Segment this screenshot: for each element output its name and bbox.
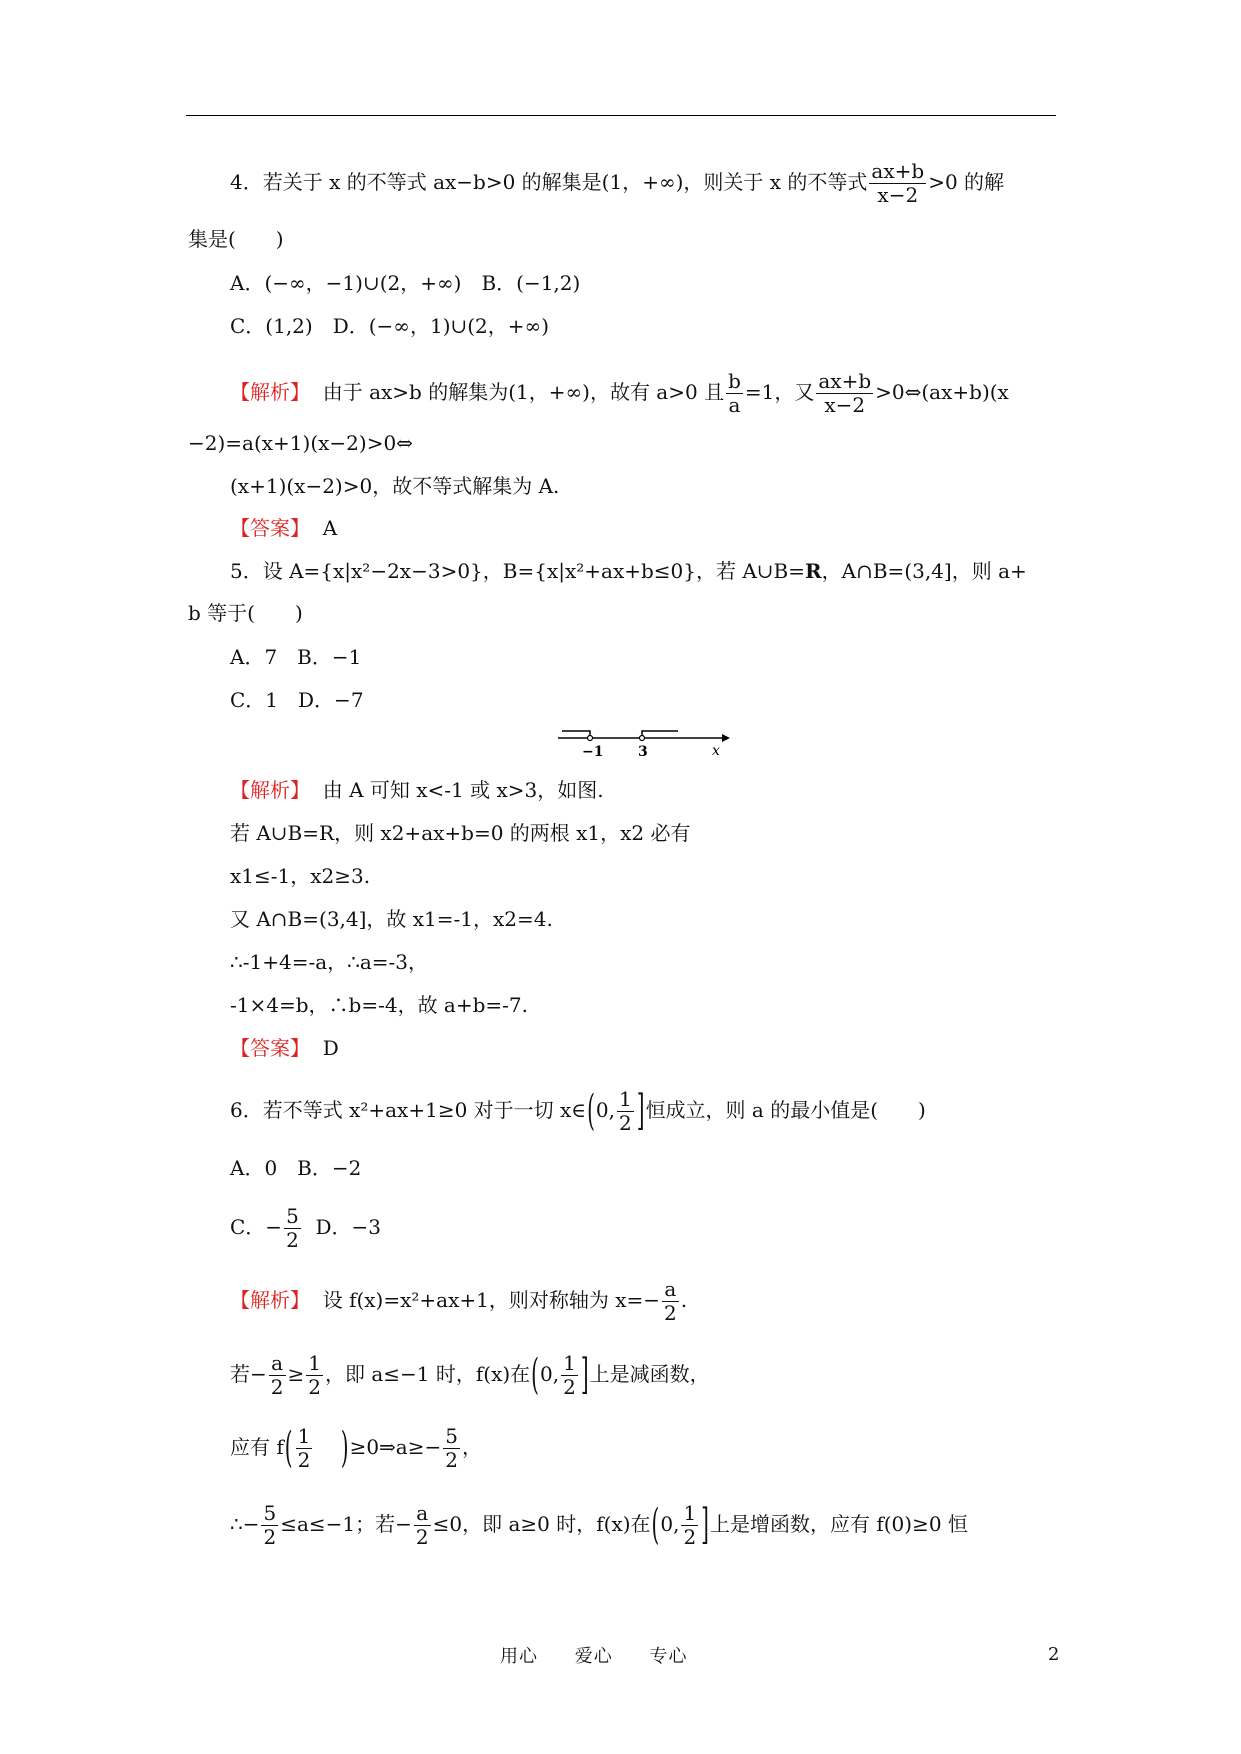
q5-analysis-3: x1≤-1，x2≥3.	[230, 864, 371, 888]
q6-options-cd: C．− $\frac{5}{2}$ D．−3	[230, 1204, 382, 1252]
q5-answer: 【答案】 D	[230, 1036, 339, 1060]
q6-analysis-3: 应有 f( $\frac{1}{2}$ )≥0⇒a≥− $\frac{5}{2}$ ，	[230, 1421, 482, 1473]
open-point-3	[640, 736, 645, 741]
q4-stem-cont: 集是( )	[188, 227, 284, 251]
q4-answer: 【答案】 A	[230, 516, 338, 540]
footer-item: 爱心	[574, 1646, 613, 1667]
footer-item: 专心	[649, 1646, 688, 1667]
q5-analysis-4: 又 A∩B=(3,4]，故 x1=-1，x2=4.	[230, 907, 553, 931]
tick-label-neg1: −1	[582, 744, 604, 760]
tick-label-3: 3	[638, 744, 648, 760]
q5-analysis-6: -1×4=b，∴b=-4，故 a+b=-7.	[230, 993, 529, 1017]
q5-analysis: 【解析】 由 A 可知 x<-1 或 x>3，如图.	[230, 778, 604, 802]
axis-label-x: x	[712, 743, 720, 759]
q6-analysis-1: 【解析】 设 f(x)=x²+ax+1，则对称轴为 x=− $\frac{a}{2}$ .	[230, 1277, 688, 1325]
page-number: 2	[1048, 1644, 1060, 1665]
q4-options-cd: C．(1,2) D．(−∞，1)∪(2，+∞)	[230, 314, 550, 338]
q5-stem: 5．设 A={x|x²−2x−3>0}，B={x|x²+ax+b≤0}，若 A∪B=R，A∩B=(3,4]，则 a+	[230, 559, 1027, 583]
left-ray	[562, 731, 590, 738]
q5-options-cd: C．1 D．−7	[230, 688, 364, 712]
right-ray	[642, 731, 678, 738]
q6-options-ab: A．0 B．−2	[230, 1156, 362, 1180]
footer-item: 用心	[500, 1646, 538, 1667]
q5-analysis-5: ∴-1+4=-a，∴a=-3，	[230, 950, 429, 974]
q5-options-ab: A．7 B．−1	[230, 645, 362, 669]
page-footer	[500, 1642, 717, 1668]
q5-analysis-2: 若 A∪B=R，则 x2+ax+b=0 的两根 x1，x2 必有	[230, 821, 691, 845]
q5-stem-cont: b 等于( )	[188, 601, 303, 625]
q4-analysis: 【解析】 由于 ax>b 的解集为(1，+∞)，故有 a>0 且 $\frac{b}{a}$ =1，又 $\frac{ax+b}{x-2}$ >0⇔(ax+b)(x	[230, 369, 1009, 417]
answer-tag: 【答案】	[230, 516, 310, 540]
q4-options-ab: A．(−∞，−1)∪(2，+∞) B．(−1,2)	[230, 271, 581, 295]
q4-fraction: $\frac{ax+b}{x-2}$	[871, 159, 925, 207]
q6-analysis-2: 若− $\frac{a}{2}$ ≥ $\frac{1}{2}$ ，即 a≤−1 时，f(x)在(0, $\frac{1}{2}$ ]上是减函数，	[230, 1348, 710, 1400]
q4-analysis-line2: −2)=a(x+1)(x−2)>0⇔	[188, 431, 413, 455]
header-rule	[186, 115, 1056, 116]
q4-analysis-line3: (x+1)(x−2)>0，故不等式解集为 A.	[230, 474, 560, 498]
q6-stem: 6．若不等式 x²+ax+1≥0 对于一切 x∈(0, $\frac{1}{2}$ ]恒成立，则 a 的最小值是( )	[230, 1084, 926, 1136]
open-point-neg1	[588, 736, 593, 741]
number-line-figure	[552, 722, 732, 760]
q6-analysis-4: ∴− $\frac{5}{2}$ ≤a≤−1；若− $\frac{a}{2}$ ≤0，即 a≥0 时，f(x)在(0, $\frac{1}{2}$ ]上是增函数，应有 f(0)≥0 恒	[230, 1498, 968, 1550]
analysis-tag: 【解析】	[230, 380, 310, 404]
q4-stem: 4．若关于 x 的不等式 ax−b>0 的解集是(1，+∞)，则关于 x 的不等式 $\frac{ax+b}{x-2}$ >0 的解	[230, 159, 1005, 207]
axis-arrow	[722, 734, 730, 742]
